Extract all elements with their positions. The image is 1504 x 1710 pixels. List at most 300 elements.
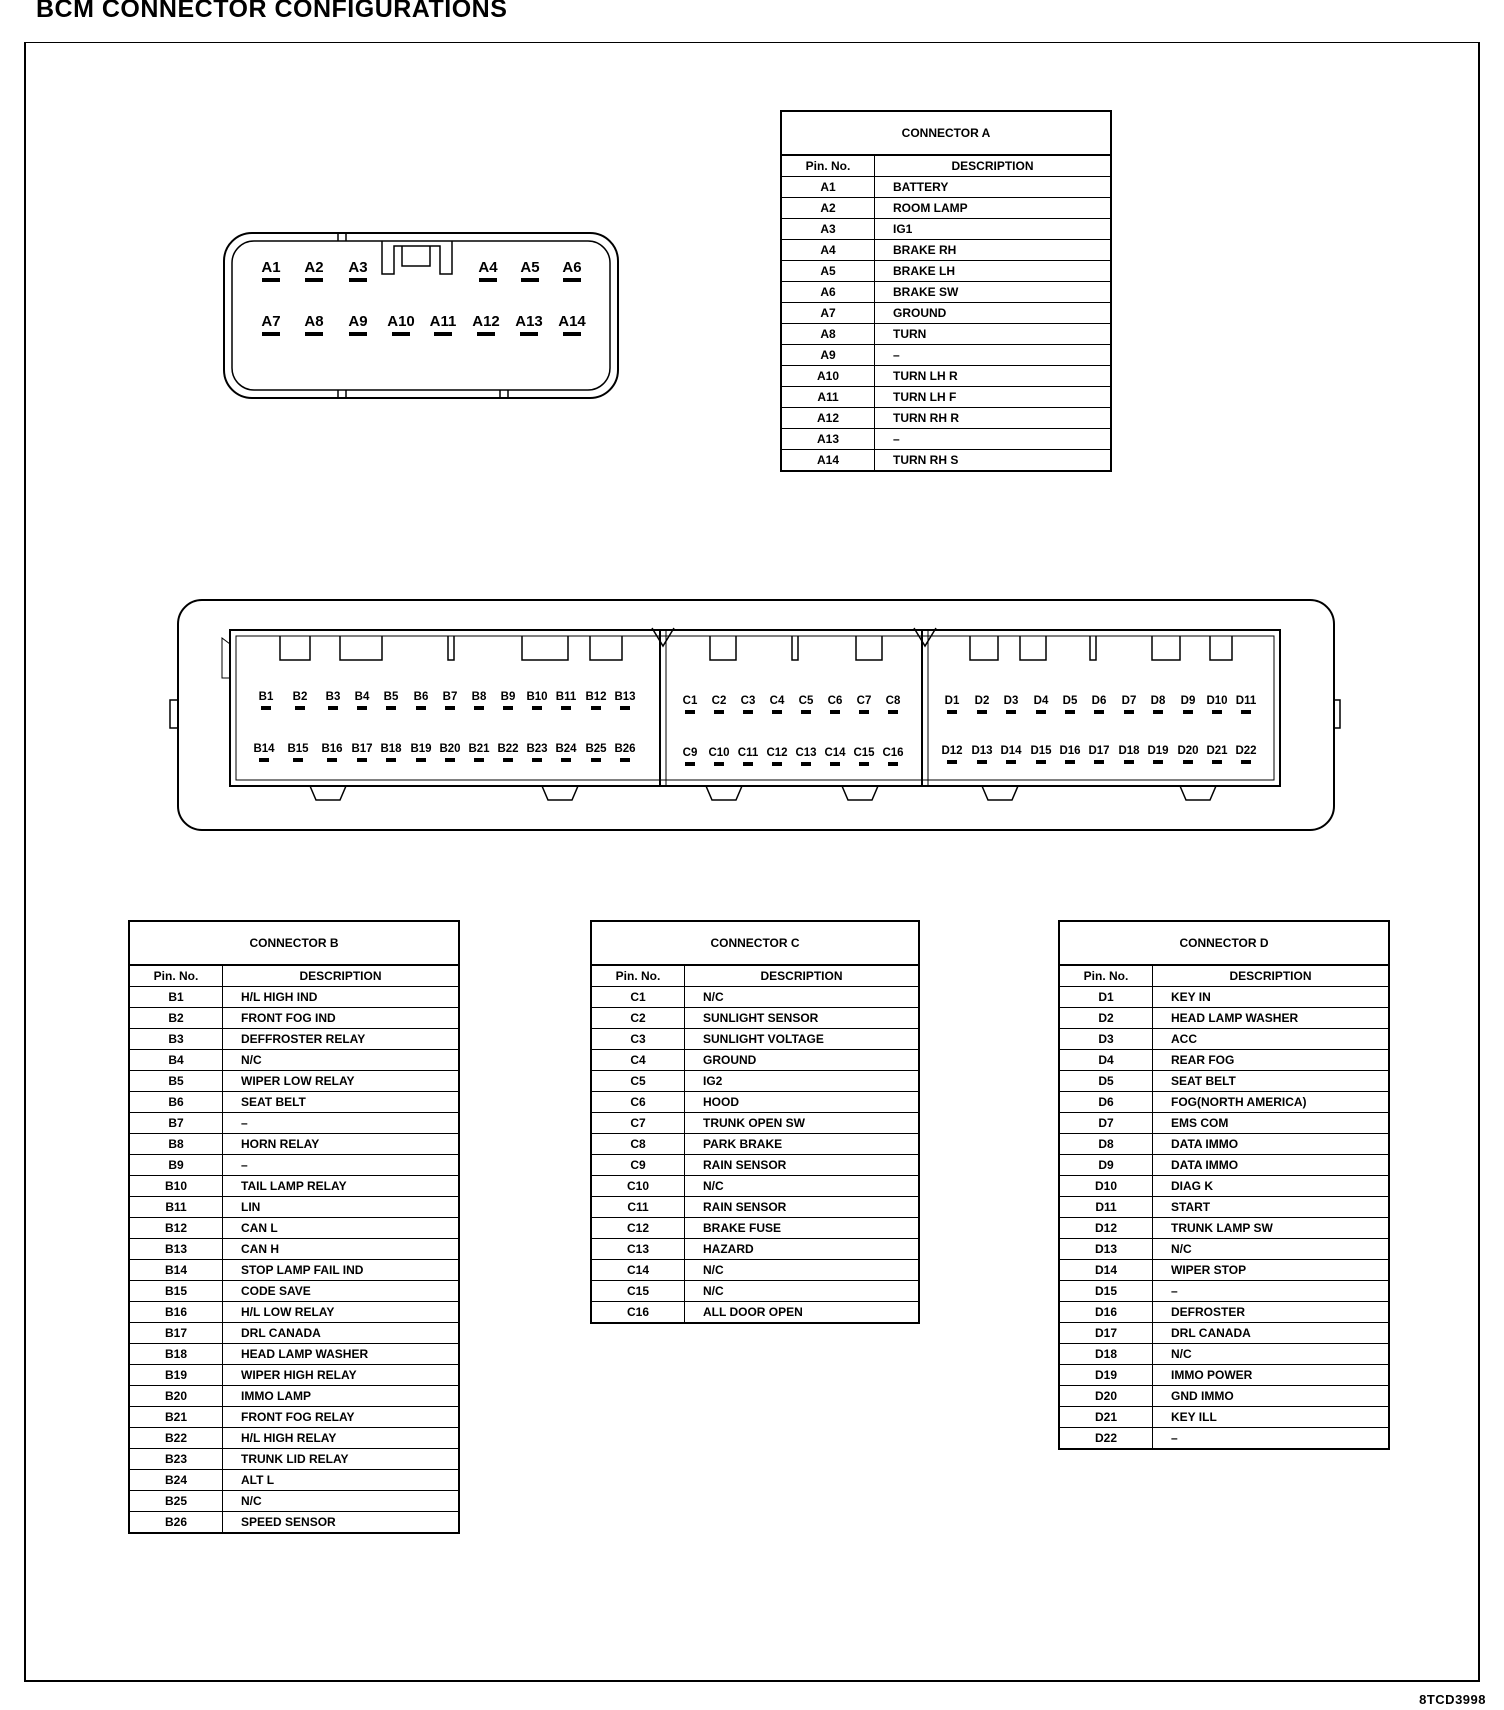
pin-description: STOP LAMP FAIL IND xyxy=(223,1260,459,1281)
table-row xyxy=(1060,1008,1388,1029)
pin-terminal xyxy=(830,710,840,714)
pin-terminal xyxy=(295,706,305,710)
pin-terminal xyxy=(714,762,724,766)
pin-terminal xyxy=(772,710,782,714)
pin-terminal xyxy=(830,762,840,766)
pin-description: TRUNK LAMP SW xyxy=(1153,1218,1389,1239)
pin-terminal xyxy=(532,758,542,762)
table-row xyxy=(1060,1428,1388,1449)
pin-number: A12 xyxy=(782,408,875,429)
pin-description: TRUNK OPEN SW xyxy=(685,1113,919,1134)
pin-number: B11 xyxy=(130,1197,223,1218)
pin-label: C4 xyxy=(769,695,785,707)
pin-description: HAZARD xyxy=(685,1239,919,1260)
connector-d-caption: CONNECTOR D xyxy=(1060,922,1388,966)
pin-terminal xyxy=(445,758,455,762)
pin-terminal xyxy=(888,762,898,766)
pin-terminal xyxy=(1153,710,1163,714)
pin-terminal xyxy=(1006,710,1016,714)
pin-number: A8 xyxy=(782,324,875,345)
pin-terminal xyxy=(357,758,367,762)
table-row xyxy=(130,1239,458,1260)
table-row xyxy=(1060,1197,1388,1218)
pin-terminal xyxy=(503,706,513,710)
pin-number: D3 xyxy=(1060,1029,1153,1050)
pin-label: A11 xyxy=(429,313,457,330)
pin-number: D16 xyxy=(1060,1302,1153,1323)
pin-label: B24 xyxy=(555,743,577,755)
pin-description: DEFROSTER xyxy=(1153,1302,1389,1323)
table-row xyxy=(130,1344,458,1365)
table-row xyxy=(130,1386,458,1407)
pin-description: LIN xyxy=(223,1197,459,1218)
pin-label: C12 xyxy=(766,747,788,759)
pin-description: TURN RH S xyxy=(893,453,959,467)
pin-number: B23 xyxy=(130,1449,223,1470)
pin-number: C11 xyxy=(592,1197,685,1218)
table-row xyxy=(782,345,1110,366)
pin-description: GND IMMO xyxy=(1153,1386,1389,1407)
pin-description: FOG(NORTH AMERICA) xyxy=(1153,1092,1389,1113)
table-row xyxy=(130,1449,458,1470)
pin-label: D18 xyxy=(1118,745,1140,757)
pin-description: KEY IN xyxy=(1153,987,1389,1008)
pin-terminal xyxy=(532,706,542,710)
table-row xyxy=(1060,1407,1388,1428)
pin-label: B8 xyxy=(471,691,487,703)
pin-label: B20 xyxy=(439,743,461,755)
table-row xyxy=(1060,1113,1388,1134)
pin-terminal xyxy=(977,760,987,764)
pin-number: B2 xyxy=(130,1008,223,1029)
table-row xyxy=(592,1281,918,1302)
pin-terminal xyxy=(1153,760,1163,764)
pin-label: A4 xyxy=(478,259,498,276)
pin-label: A5 xyxy=(520,259,540,276)
pin-terminal xyxy=(561,758,571,762)
pin-number: D18 xyxy=(1060,1344,1153,1365)
pin-terminal xyxy=(474,758,484,762)
pin-label: A8 xyxy=(304,313,324,330)
connector-b-table xyxy=(128,920,460,1534)
table-row xyxy=(130,1323,458,1344)
page-title: BCM CONNECTOR CONFIGURATIONS xyxy=(36,0,508,23)
pin-description: – xyxy=(223,1155,459,1176)
pin-terminal xyxy=(1036,760,1046,764)
pin-terminal xyxy=(743,762,753,766)
pin-number: D7 xyxy=(1060,1113,1153,1134)
pin-label: C1 xyxy=(682,695,698,707)
pin-label: C14 xyxy=(824,747,846,759)
pin-label: B5 xyxy=(383,691,399,703)
pin-description: DATA IMMO xyxy=(1153,1134,1389,1155)
pin-description: DRL CANADA xyxy=(1153,1323,1389,1344)
pin-number: B3 xyxy=(130,1029,223,1050)
pin-label: C11 xyxy=(737,747,759,759)
pin-description: SUNLIGHT VOLTAGE xyxy=(685,1029,919,1050)
pin-terminal xyxy=(416,706,426,710)
pin-number: B26 xyxy=(130,1512,223,1533)
table-row xyxy=(782,282,1110,303)
pin-terminal xyxy=(591,758,601,762)
pin-number: A10 xyxy=(782,366,875,387)
pin-terminal xyxy=(591,706,601,710)
pin-label: D14 xyxy=(1000,745,1022,757)
pin-terminal xyxy=(563,278,581,282)
pin-label: B16 xyxy=(321,743,343,755)
table-row xyxy=(592,1050,918,1071)
pin-label: C8 xyxy=(885,695,901,707)
pin-description: SEAT BELT xyxy=(1153,1071,1389,1092)
pin-description: CAN H xyxy=(223,1239,459,1260)
pin-label: D19 xyxy=(1147,745,1169,757)
pin-label: C2 xyxy=(711,695,727,707)
pin-label: B19 xyxy=(410,743,432,755)
pin-number: A1 xyxy=(782,177,875,198)
pin-number: B5 xyxy=(130,1071,223,1092)
table-row xyxy=(782,240,1110,261)
pin-number: B15 xyxy=(130,1281,223,1302)
pin-terminal xyxy=(262,332,280,336)
table-row xyxy=(782,261,1110,282)
pin-terminal xyxy=(1212,760,1222,764)
pin-number: A3 xyxy=(782,219,875,240)
pin-terminal xyxy=(327,758,337,762)
table-row xyxy=(592,987,918,1008)
pin-terminal xyxy=(474,706,484,710)
pin-description: RAIN SENSOR xyxy=(685,1197,919,1218)
connector-c-caption: CONNECTOR C xyxy=(592,922,918,966)
pin-description: WIPER HIGH RELAY xyxy=(223,1365,459,1386)
table-row xyxy=(130,1029,458,1050)
table-row xyxy=(782,219,1110,240)
pin-description: IG2 xyxy=(685,1071,919,1092)
table-row xyxy=(130,1365,458,1386)
table-row xyxy=(1060,1134,1388,1155)
pin-terminal xyxy=(561,706,571,710)
pin-label: C10 xyxy=(708,747,730,759)
pin-label: A6 xyxy=(562,259,582,276)
pin-label: B7 xyxy=(442,691,458,703)
pin-label: A1 xyxy=(261,259,281,276)
table-row xyxy=(1060,1071,1388,1092)
pin-description: GROUND xyxy=(875,303,1111,324)
pin-number: D5 xyxy=(1060,1071,1153,1092)
pin-number: A5 xyxy=(782,261,875,282)
pin-description: IG1 xyxy=(875,219,1111,240)
connector-c-table xyxy=(590,920,920,1324)
table-row xyxy=(782,324,1110,345)
pin-description: N/C xyxy=(685,987,919,1008)
table-row xyxy=(130,1302,458,1323)
pin-description: – xyxy=(875,345,1111,366)
pin-label: B9 xyxy=(500,691,516,703)
pin-number: C10 xyxy=(592,1176,685,1197)
table-row xyxy=(130,1281,458,1302)
pin-label: D6 xyxy=(1091,695,1107,707)
pin-terminal xyxy=(386,758,396,762)
table-row xyxy=(592,1008,918,1029)
pin-description: BRAKE LH xyxy=(875,261,1111,282)
table-row xyxy=(1060,1323,1388,1344)
table-row xyxy=(592,1155,918,1176)
pin-description: BRAKE RH xyxy=(875,240,1111,261)
table-row xyxy=(130,1197,458,1218)
pin-number: B8 xyxy=(130,1134,223,1155)
pin-description: REAR FOG xyxy=(1153,1050,1389,1071)
pin-label: D2 xyxy=(974,695,990,707)
pin-number: B24 xyxy=(130,1470,223,1491)
pin-terminal xyxy=(503,758,513,762)
table-row xyxy=(130,1491,458,1512)
pin-number: C4 xyxy=(592,1050,685,1071)
pin-terminal xyxy=(416,758,426,762)
table-row xyxy=(1060,1050,1388,1071)
pin-number: C1 xyxy=(592,987,685,1008)
pin-number: B14 xyxy=(130,1260,223,1281)
pin-terminal xyxy=(1094,760,1104,764)
pin-label: D11 xyxy=(1235,695,1257,707)
pin-label: D8 xyxy=(1150,695,1166,707)
pin-number: B6 xyxy=(130,1092,223,1113)
pin-description: DRL CANADA xyxy=(223,1323,459,1344)
pin-description: ALL DOOR OPEN xyxy=(703,1305,803,1319)
pin-description: ACC xyxy=(1153,1029,1389,1050)
pin-description: HORN RELAY xyxy=(223,1134,459,1155)
pin-number: B12 xyxy=(130,1218,223,1239)
pin-description: N/C xyxy=(1153,1344,1389,1365)
pin-description: PARK BRAKE xyxy=(685,1134,919,1155)
pin-label: D10 xyxy=(1206,695,1228,707)
pin-label: B22 xyxy=(497,743,519,755)
pin-terminal xyxy=(714,710,724,714)
pin-label: A7 xyxy=(261,313,281,330)
table-row xyxy=(130,1092,458,1113)
pin-number: D10 xyxy=(1060,1176,1153,1197)
table-row xyxy=(1060,1260,1388,1281)
pin-description: FRONT FOG IND xyxy=(223,1008,459,1029)
pin-terminal xyxy=(888,710,898,714)
pin-terminal xyxy=(1006,760,1016,764)
table-row xyxy=(1060,1092,1388,1113)
pin-terminal xyxy=(1094,710,1104,714)
pin-terminal xyxy=(305,332,323,336)
pin-description: SPEED SENSOR xyxy=(241,1515,336,1529)
table-row xyxy=(130,1470,458,1491)
connector-a-table xyxy=(780,110,1112,472)
pin-number: D12 xyxy=(1060,1218,1153,1239)
pin-label: A14 xyxy=(558,313,586,330)
table-row xyxy=(592,1113,918,1134)
pin-terminal xyxy=(521,278,539,282)
pin-number: B21 xyxy=(130,1407,223,1428)
pin-label: B26 xyxy=(614,743,636,755)
table-row xyxy=(1060,1344,1388,1365)
pin-description: EMS COM xyxy=(1153,1113,1389,1134)
pin-label: C3 xyxy=(740,695,756,707)
pin-description: BRAKE FUSE xyxy=(685,1218,919,1239)
pin-label: B21 xyxy=(468,743,490,755)
table-row xyxy=(592,1260,918,1281)
connector-b-caption: CONNECTOR B xyxy=(130,922,458,966)
pin-terminal xyxy=(1212,710,1222,714)
pin-label: B3 xyxy=(325,691,341,703)
pin-terminal xyxy=(357,706,367,710)
pin-label: D5 xyxy=(1062,695,1078,707)
pin-terminal xyxy=(1065,710,1075,714)
connector-bcd-drawing xyxy=(170,598,1340,834)
pin-terminal xyxy=(1241,760,1251,764)
pin-number: D9 xyxy=(1060,1155,1153,1176)
pin-description: IMMO POWER xyxy=(1153,1365,1389,1386)
pin-terminal xyxy=(349,332,367,336)
table-row xyxy=(130,1218,458,1239)
pin-terminal xyxy=(262,278,280,282)
table-row xyxy=(130,987,458,1008)
pin-terminal xyxy=(479,278,497,282)
pin-label: D9 xyxy=(1180,695,1196,707)
pin-label: D17 xyxy=(1088,745,1110,757)
description-header: DESCRIPTION xyxy=(1153,966,1389,987)
pin-label: B2 xyxy=(292,691,308,703)
table-row xyxy=(592,1071,918,1092)
pin-label: D7 xyxy=(1121,695,1137,707)
figure-code: 8TCD3998 xyxy=(1419,1692,1486,1707)
table-row xyxy=(1060,1239,1388,1260)
pin-label: D13 xyxy=(971,745,993,757)
table-row xyxy=(782,387,1110,408)
pin-label: D15 xyxy=(1030,745,1052,757)
table-row xyxy=(130,1008,458,1029)
pin-description: ROOM LAMP xyxy=(875,198,1111,219)
table-row xyxy=(782,450,1110,471)
pin-terminal xyxy=(434,332,452,336)
pin-label: D21 xyxy=(1206,745,1228,757)
pin-terminal xyxy=(477,332,495,336)
pin-description: GROUND xyxy=(685,1050,919,1071)
table-row xyxy=(782,177,1110,198)
pin-label: B4 xyxy=(354,691,370,703)
pin-label: B23 xyxy=(526,743,548,755)
pin-description: BATTERY xyxy=(875,177,1111,198)
pin-terminal xyxy=(977,710,987,714)
pin-description: TURN LH R xyxy=(875,366,1111,387)
pin-label: A2 xyxy=(304,259,324,276)
pin-label: A12 xyxy=(472,313,500,330)
connector-a-drawing xyxy=(222,230,622,402)
table-row xyxy=(1060,1281,1388,1302)
pin-description: ALT L xyxy=(223,1470,459,1491)
pin-description: START xyxy=(1153,1197,1389,1218)
pin-label: B17 xyxy=(351,743,373,755)
pin-label: B14 xyxy=(253,743,275,755)
pin-terminal xyxy=(801,710,811,714)
pin-terminal xyxy=(685,762,695,766)
table-row xyxy=(130,1155,458,1176)
pin-description: FRONT FOG RELAY xyxy=(223,1407,459,1428)
pin-number: C3 xyxy=(592,1029,685,1050)
pin-label: D4 xyxy=(1033,695,1049,707)
table-row xyxy=(782,366,1110,387)
table-row xyxy=(1060,1218,1388,1239)
table-row xyxy=(130,1176,458,1197)
table-row xyxy=(1060,987,1388,1008)
description-header: DESCRIPTION xyxy=(223,966,459,987)
description-header: DESCRIPTION xyxy=(685,966,919,987)
table-row xyxy=(130,1428,458,1449)
pin-number: D6 xyxy=(1060,1092,1153,1113)
pin-description: – xyxy=(223,1113,459,1134)
pin-header: Pin. No. xyxy=(130,966,223,987)
pin-label: B18 xyxy=(380,743,402,755)
pin-number: B4 xyxy=(130,1050,223,1071)
table-row xyxy=(1060,1029,1388,1050)
pin-terminal xyxy=(947,710,957,714)
pin-terminal xyxy=(261,706,271,710)
pin-label: A13 xyxy=(515,313,543,330)
pin-terminal xyxy=(772,762,782,766)
pin-label: C15 xyxy=(853,747,875,759)
pin-terminal xyxy=(620,758,630,762)
pin-description: DATA IMMO xyxy=(1153,1155,1389,1176)
pin-number: B25 xyxy=(130,1491,223,1512)
table-row xyxy=(130,1071,458,1092)
pin-description: H/L HIGH IND xyxy=(223,987,459,1008)
pin-number: B17 xyxy=(130,1323,223,1344)
pin-description: HEAD LAMP WASHER xyxy=(1153,1008,1389,1029)
pin-label: D12 xyxy=(941,745,963,757)
table-row xyxy=(592,1176,918,1197)
pin-label: B15 xyxy=(287,743,309,755)
pin-description: H/L HIGH RELAY xyxy=(223,1428,459,1449)
table-row xyxy=(592,1092,918,1113)
pin-number: A2 xyxy=(782,198,875,219)
pin-label: B25 xyxy=(585,743,607,755)
pin-number: D20 xyxy=(1060,1386,1153,1407)
pin-number: C16 xyxy=(592,1302,685,1323)
pin-number: B13 xyxy=(130,1239,223,1260)
table-row xyxy=(782,303,1110,324)
pin-terminal xyxy=(445,706,455,710)
pin-number: D17 xyxy=(1060,1323,1153,1344)
pin-label: C5 xyxy=(798,695,814,707)
pin-description: RAIN SENSOR xyxy=(685,1155,919,1176)
pin-number: B22 xyxy=(130,1428,223,1449)
pin-terminal xyxy=(1124,760,1134,764)
pin-description: IMMO LAMP xyxy=(223,1386,459,1407)
pin-number: D14 xyxy=(1060,1260,1153,1281)
table-row xyxy=(592,1302,918,1323)
pin-description: CODE SAVE xyxy=(223,1281,459,1302)
table-row xyxy=(1060,1365,1388,1386)
table-row xyxy=(1060,1176,1388,1197)
table-row xyxy=(130,1407,458,1428)
pin-terminal xyxy=(293,758,303,762)
pin-number: D13 xyxy=(1060,1239,1153,1260)
table-row xyxy=(782,429,1110,450)
pin-description: TAIL LAMP RELAY xyxy=(223,1176,459,1197)
pin-number: B1 xyxy=(130,987,223,1008)
table-row xyxy=(592,1029,918,1050)
pin-terminal xyxy=(1124,710,1134,714)
pin-description: TURN xyxy=(875,324,1111,345)
table-row xyxy=(1060,1155,1388,1176)
pin-number: D2 xyxy=(1060,1008,1153,1029)
pin-description: N/C xyxy=(685,1176,919,1197)
pin-label: B13 xyxy=(614,691,636,703)
pin-number: C7 xyxy=(592,1113,685,1134)
pin-number: B9 xyxy=(130,1155,223,1176)
